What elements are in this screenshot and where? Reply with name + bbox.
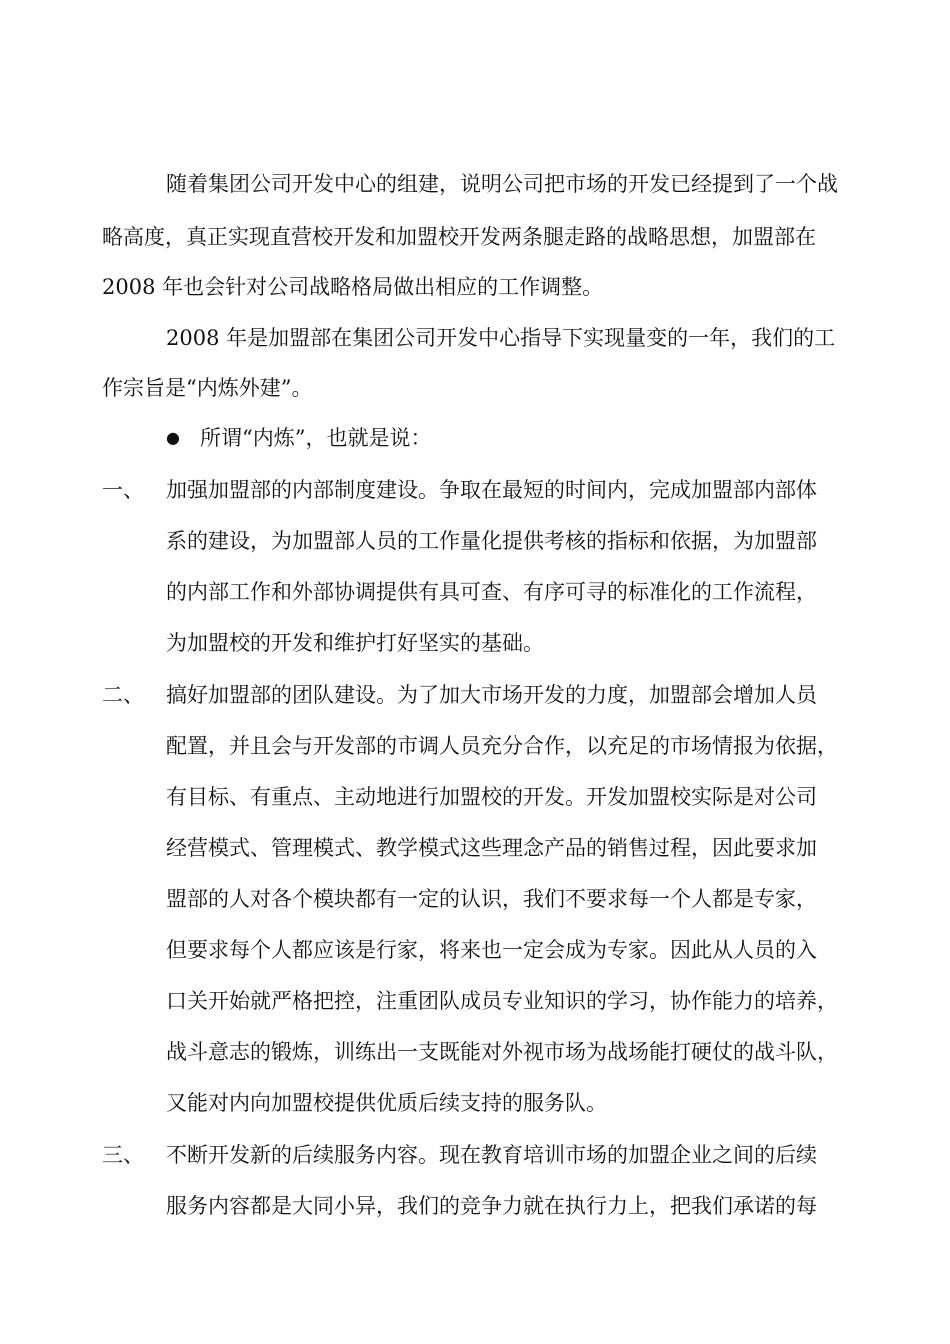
item-3-line-2: 服务内容都是大同小异，我们的竞争力就在执行力上，把我们承诺的每 [166,1194,817,1218]
item-1-line-4: 为加盟校的开发和维护打好坚实的基础。 [166,631,544,655]
item-2-line-8: 战斗意志的锻炼，训练出一支既能对外视市场为战场能打硬仗的战斗队， [166,1040,838,1064]
intro-paragraph-1-line-3: 2008 年也会针对公司战略格局做出相应的工作调整。 [102,275,604,299]
intro-paragraph-1-line-1: 随着集团公司开发中心的组建，说明公司把市场的开发已经提到了一个战 [166,172,838,196]
item-1-number: 一、 [102,478,144,502]
intro-paragraph-2-line-2: 作宗旨是“内炼外建”。 [102,376,313,400]
item-2-line-3: 有目标、有重点、主动地进行加盟校的开发。开发加盟校实际是对公司 [166,785,817,809]
item-1-line-2: 系的建设，为加盟部人员的工作量化提供考核的指标和依据，为加盟部 [166,529,817,553]
item-1-line-1: 加强加盟部的内部制度建设。争取在最短的时间内，完成加盟部内部体 [166,478,817,502]
item-2-line-4: 经营模式、管理模式、教学模式这些理念产品的销售过程，因此要求加 [166,836,817,860]
item-2-line-5: 盟部的人对各个模块都有一定的认识，我们不要求每一个人都是专家， [166,887,817,911]
item-2-line-6: 但要求每个人都应该是行家，将来也一定会成为专家。因此从人员的入 [166,938,817,962]
item-1-line-3: 的内部工作和外部协调提供有具可查、有序可寻的标准化的工作流程， [166,580,817,604]
item-2-number: 二、 [102,683,144,707]
item-2-line-2: 配置，并且会与开发部的市调人员充分合作，以充足的市场情报为依据， [166,734,838,758]
bullet-text: 所谓“内炼”，也就是说： [200,426,432,450]
item-2-line-9: 又能对内向加盟校提供优质后续支持的服务队。 [166,1091,607,1115]
item-3-number: 三、 [102,1143,144,1167]
item-2-line-7: 口关开始就严格把控，注重团队成员专业知识的学习，协作能力的培养， [166,989,838,1013]
bullet-icon: ● [166,428,180,447]
intro-paragraph-2-line-1: 2008 年是加盟部在集团公司开发中心指导下实现量变的一年，我们的工 [166,326,836,350]
intro-paragraph-1-line-2: 略高度，真正实现直营校开发和加盟校开发两条腿走路的战略思想，加盟部在 [102,225,816,249]
item-2-line-1: 搞好加盟部的团队建设。为了加大市场开发的力度，加盟部会增加人员 [166,683,817,707]
item-3-line-1: 不断开发新的后续服务内容。现在教育培训市场的加盟企业之间的后续 [166,1143,817,1167]
